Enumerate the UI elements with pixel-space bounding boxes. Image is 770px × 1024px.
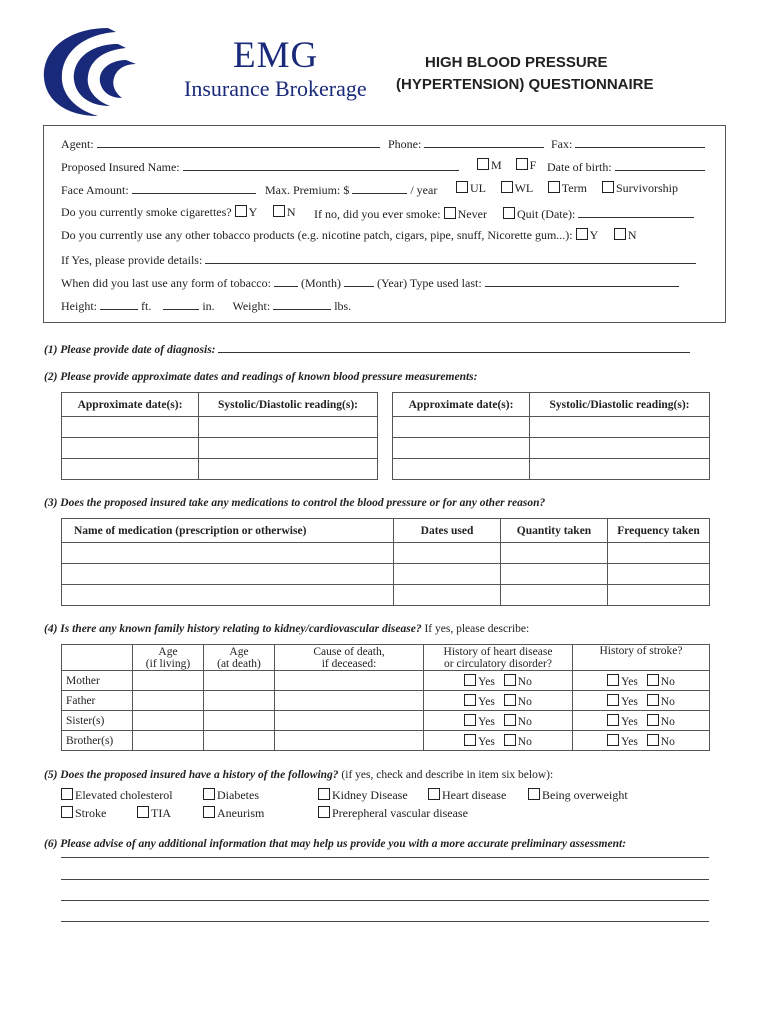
med-cell[interactable] [501,564,608,585]
yes-checkbox[interactable] [607,734,619,746]
bp-reading-cell[interactable] [530,417,710,438]
q5-row [44,769,553,781]
bp-date-cell[interactable] [393,438,530,459]
tobacco-no-checkbox[interactable] [614,228,626,240]
ul-label: UL [470,181,486,195]
stroke-option: Stroke [61,806,106,821]
last-use-year-field[interactable] [344,274,374,287]
tobacco-question: Do you currently use any other tobacco products (e.g. nicotine patch, cigars, pipe, snuff, Nicorette gum...): [61,228,573,242]
male-checkbox[interactable] [477,158,489,170]
details-row [61,251,696,268]
survivorship-checkbox[interactable] [602,181,614,193]
proposed-insured-label: Proposed Insured Name: [61,160,180,174]
survivorship-label: Survivorship [615,181,678,195]
max-premium-row [265,181,437,198]
tobacco-yes-checkbox[interactable] [576,228,588,240]
last-use-row [61,274,679,291]
insured-row [61,158,459,175]
heart-yn-cell: Yes No [424,691,573,711]
tobacco-no-label: N [627,228,637,242]
ever-smoke-label: If no, did you ever smoke: [314,207,441,221]
additional-info-line-1[interactable] [61,857,709,858]
med-cell[interactable] [608,564,710,585]
age-living-cell[interactable] [133,671,204,691]
height-label: Height: [61,299,97,313]
height-ft-field[interactable] [100,297,138,310]
stroke-yn-cell: Yes No [573,671,710,691]
no-checkbox[interactable] [647,674,659,686]
lbs-label: lbs. [334,299,352,313]
dob-field[interactable] [615,158,705,171]
cause-cell[interactable] [275,691,424,711]
col-reading: Systolic/Diastolic reading(s): [530,393,710,417]
yes-checkbox[interactable] [464,714,476,726]
q4-instruction: If yes, please describe: [424,623,530,635]
col-age-death: Age (at death) [204,645,275,671]
emg-logo-swirl [38,20,178,120]
dob-row [547,158,705,175]
bp-date-cell[interactable] [393,417,530,438]
no-checkbox[interactable] [504,674,516,686]
fax-row [551,135,705,152]
no-checkbox[interactable] [504,734,516,746]
q4-question: (4) Is there any known family history relating to kidney/cardiovascular disease? [44,623,422,635]
col-age-living: Age (if living) [133,645,204,671]
no-checkbox[interactable] [647,734,659,746]
smoke-row [61,205,296,220]
height-weight-row [61,297,351,314]
type-used-field[interactable] [485,274,679,287]
dob-label: Date of birth: [547,160,612,174]
term-checkbox[interactable] [548,181,560,193]
q4-row [44,623,529,635]
quit-checkbox[interactable] [503,207,515,219]
col-dates-used: Dates used [394,519,501,543]
med-cell[interactable] [62,585,394,606]
male-label: M [491,158,502,172]
q6-question: (6) Please advise of any additional information that may help us provide you with a more accurate preliminary assessment: [44,838,627,850]
additional-info-line-4[interactable] [61,921,709,922]
heart-disease-checkbox[interactable] [428,788,440,800]
smoke-question: Do you currently smoke cigarettes? [61,205,232,219]
no-checkbox[interactable] [647,714,659,726]
med-cell[interactable] [501,543,608,564]
details-label: If Yes, please provide details: [61,253,203,267]
heart-yn-cell: Yes No [424,671,573,691]
year-label: (Year) [376,276,408,290]
age-death-cell[interactable] [204,691,275,711]
last-use-month-field[interactable] [274,274,298,287]
fax-field[interactable] [575,135,705,148]
per-year-label: / year [410,183,438,197]
stroke-yn-cell: Yes No [573,691,710,711]
diagnosis-date-field[interactable] [218,340,690,353]
bp-date-cell[interactable] [62,459,199,480]
q3-question: (3) Does the proposed insured take any medications to control the blood pressure or for any other reason? [44,497,546,509]
no-checkbox[interactable] [647,694,659,706]
form-title-line2: (HYPERTENSION) QUESTIONNAIRE [396,76,654,93]
term-label: Term [561,181,587,195]
fax-label: Fax: [551,137,573,151]
quit-label: Quit (Date): [516,207,576,221]
diabetes-option: Diabetes [203,788,259,803]
medication-table [61,518,710,606]
tia-option: TIA [137,806,171,821]
med-cell[interactable] [62,564,394,585]
diabetes-checkbox[interactable] [203,788,215,800]
no-checkbox[interactable] [504,694,516,706]
additional-info-line-2[interactable] [61,879,709,880]
bp-reading-cell[interactable] [199,459,378,480]
med-cell[interactable] [394,564,501,585]
stroke-yn-cell: Yes No [573,711,710,731]
stroke-checkbox[interactable] [61,806,73,818]
family-history-table [61,644,710,751]
med-cell[interactable] [394,585,501,606]
col-stroke: History of stroke? [573,645,710,671]
last-use-label: When did you last use any form of tobacco: [61,276,271,290]
bp-reading-cell[interactable] [530,438,710,459]
cause-cell[interactable] [275,731,424,751]
aneurism-checkbox[interactable] [203,806,215,818]
bp-date-cell[interactable] [62,417,199,438]
age-living-cell[interactable] [133,691,204,711]
type-used-label: Type used last: [409,276,482,290]
additional-info-line-3[interactable] [61,900,709,901]
smoke-yes-label: Y [248,205,257,219]
q1-question: (1) Please provide date of diagnosis: [44,344,216,356]
bp-table-left [61,392,378,480]
row-mother: Mother [62,671,133,691]
smoke-no-label: N [286,205,296,219]
age-death-cell[interactable] [204,731,275,751]
peripheral-vascular-checkbox[interactable] [318,806,330,818]
heart-yn-cell: Yes No [424,711,573,731]
female-label: F [529,158,537,172]
height-in-field[interactable] [163,297,199,310]
brand-subtitle: Insurance Brokerage [184,76,367,101]
col-heart-disease: History of heart disease or circulatory disorder? [424,645,573,671]
in-label: in. [202,299,215,313]
col-approx-date: Approximate date(s): [393,393,530,417]
row-sisters: Sister(s) [62,711,133,731]
ever-smoke-row [314,205,694,222]
kidney-disease-checkbox[interactable] [318,788,330,800]
weight-label: Weight: [232,299,271,313]
heart-yn-cell: Yes No [424,731,573,751]
yes-checkbox[interactable] [607,714,619,726]
cause-cell[interactable] [275,671,424,691]
face-amount-row [61,181,256,198]
wl-checkbox[interactable] [501,181,513,193]
bp-table-right [392,392,710,480]
q5-question: (5) Does the proposed insured have a history of the following? [44,769,339,781]
med-cell[interactable] [608,543,710,564]
row-brothers: Brother(s) [62,731,133,751]
yes-checkbox[interactable] [607,674,619,686]
agent-label: Agent: [61,137,94,151]
tobacco-yes-label: Y [589,228,598,242]
ul-checkbox[interactable] [456,181,468,193]
peripheral-option: Prerepheral vascular disease [318,806,468,821]
col-reading: Systolic/Diastolic reading(s): [199,393,378,417]
quit-date-field[interactable] [578,205,694,218]
phone-field[interactable] [424,135,544,148]
q2-question: (2) Please provide approximate dates and readings of known blood pressure measurements: [44,371,478,383]
tia-checkbox[interactable] [137,806,149,818]
aneurism-option: Aneurism [203,806,264,821]
female-checkbox[interactable] [516,158,528,170]
yes-checkbox[interactable] [464,694,476,706]
face-amount-field[interactable] [132,181,256,194]
stroke-yn-cell: Yes No [573,731,710,751]
overweight-checkbox[interactable] [528,788,540,800]
col-cause-of-death: Cause of death, if deceased: [275,645,424,671]
med-cell[interactable] [501,585,608,606]
kidney-disease-option: Kidney Disease [318,788,408,803]
elevated-cholesterol-option: Elevated cholesterol [61,788,173,803]
age-death-cell[interactable] [204,671,275,691]
age-living-cell[interactable] [133,711,204,731]
never-label: Never [457,207,487,221]
med-cell[interactable] [62,543,394,564]
agent-row [61,135,380,152]
age-living-cell[interactable] [133,731,204,751]
tobacco-row [61,228,637,243]
brand-name: EMG [233,35,319,76]
bp-date-cell[interactable] [393,459,530,480]
wl-label: WL [514,181,533,195]
face-amount-label: Face Amount: [61,183,129,197]
no-checkbox[interactable] [504,714,516,726]
col-frequency: Frequency taken [608,519,710,543]
smoke-yes-checkbox[interactable] [235,205,247,217]
max-premium-label: Max. Premium: $ [265,183,350,197]
yes-checkbox[interactable] [464,734,476,746]
ft-label: ft. [141,299,152,313]
q1-row [44,340,690,356]
phone-label: Phone: [388,137,422,151]
yes-checkbox[interactable] [464,674,476,686]
q5-instruction: (if yes, check and describe in item six below): [341,769,554,781]
col-medication-name: Name of medication (prescription or otherwise) [62,519,394,543]
phone-row [388,135,544,152]
overweight-option: Being overweight [528,788,628,803]
details-field[interactable] [205,251,696,264]
bp-reading-cell[interactable] [530,459,710,480]
weight-field[interactable] [273,297,331,310]
yes-checkbox[interactable] [607,694,619,706]
gender-row [477,158,536,173]
heart-disease-option: Heart disease [428,788,506,803]
proposed-insured-field[interactable] [183,158,459,171]
bp-reading-cell[interactable] [199,438,378,459]
max-premium-field[interactable] [352,181,407,194]
applicant-info-box [43,125,726,323]
elevated-cholesterol-checkbox[interactable] [61,788,73,800]
cause-cell[interactable] [275,711,424,731]
policy-type-row [456,181,678,196]
bp-date-cell[interactable] [62,438,199,459]
bp-reading-cell[interactable] [199,417,378,438]
age-death-cell[interactable] [204,711,275,731]
corner-cell [62,645,133,671]
row-father: Father [62,691,133,711]
col-quantity: Quantity taken [501,519,608,543]
agent-field[interactable] [97,135,380,148]
col-approx-date: Approximate date(s): [62,393,199,417]
never-checkbox[interactable] [444,207,456,219]
smoke-no-checkbox[interactable] [273,205,285,217]
form-title-line1: HIGH BLOOD PRESSURE [425,54,608,71]
med-cell[interactable] [394,543,501,564]
med-cell[interactable] [608,585,710,606]
month-label: (Month) [300,276,341,290]
